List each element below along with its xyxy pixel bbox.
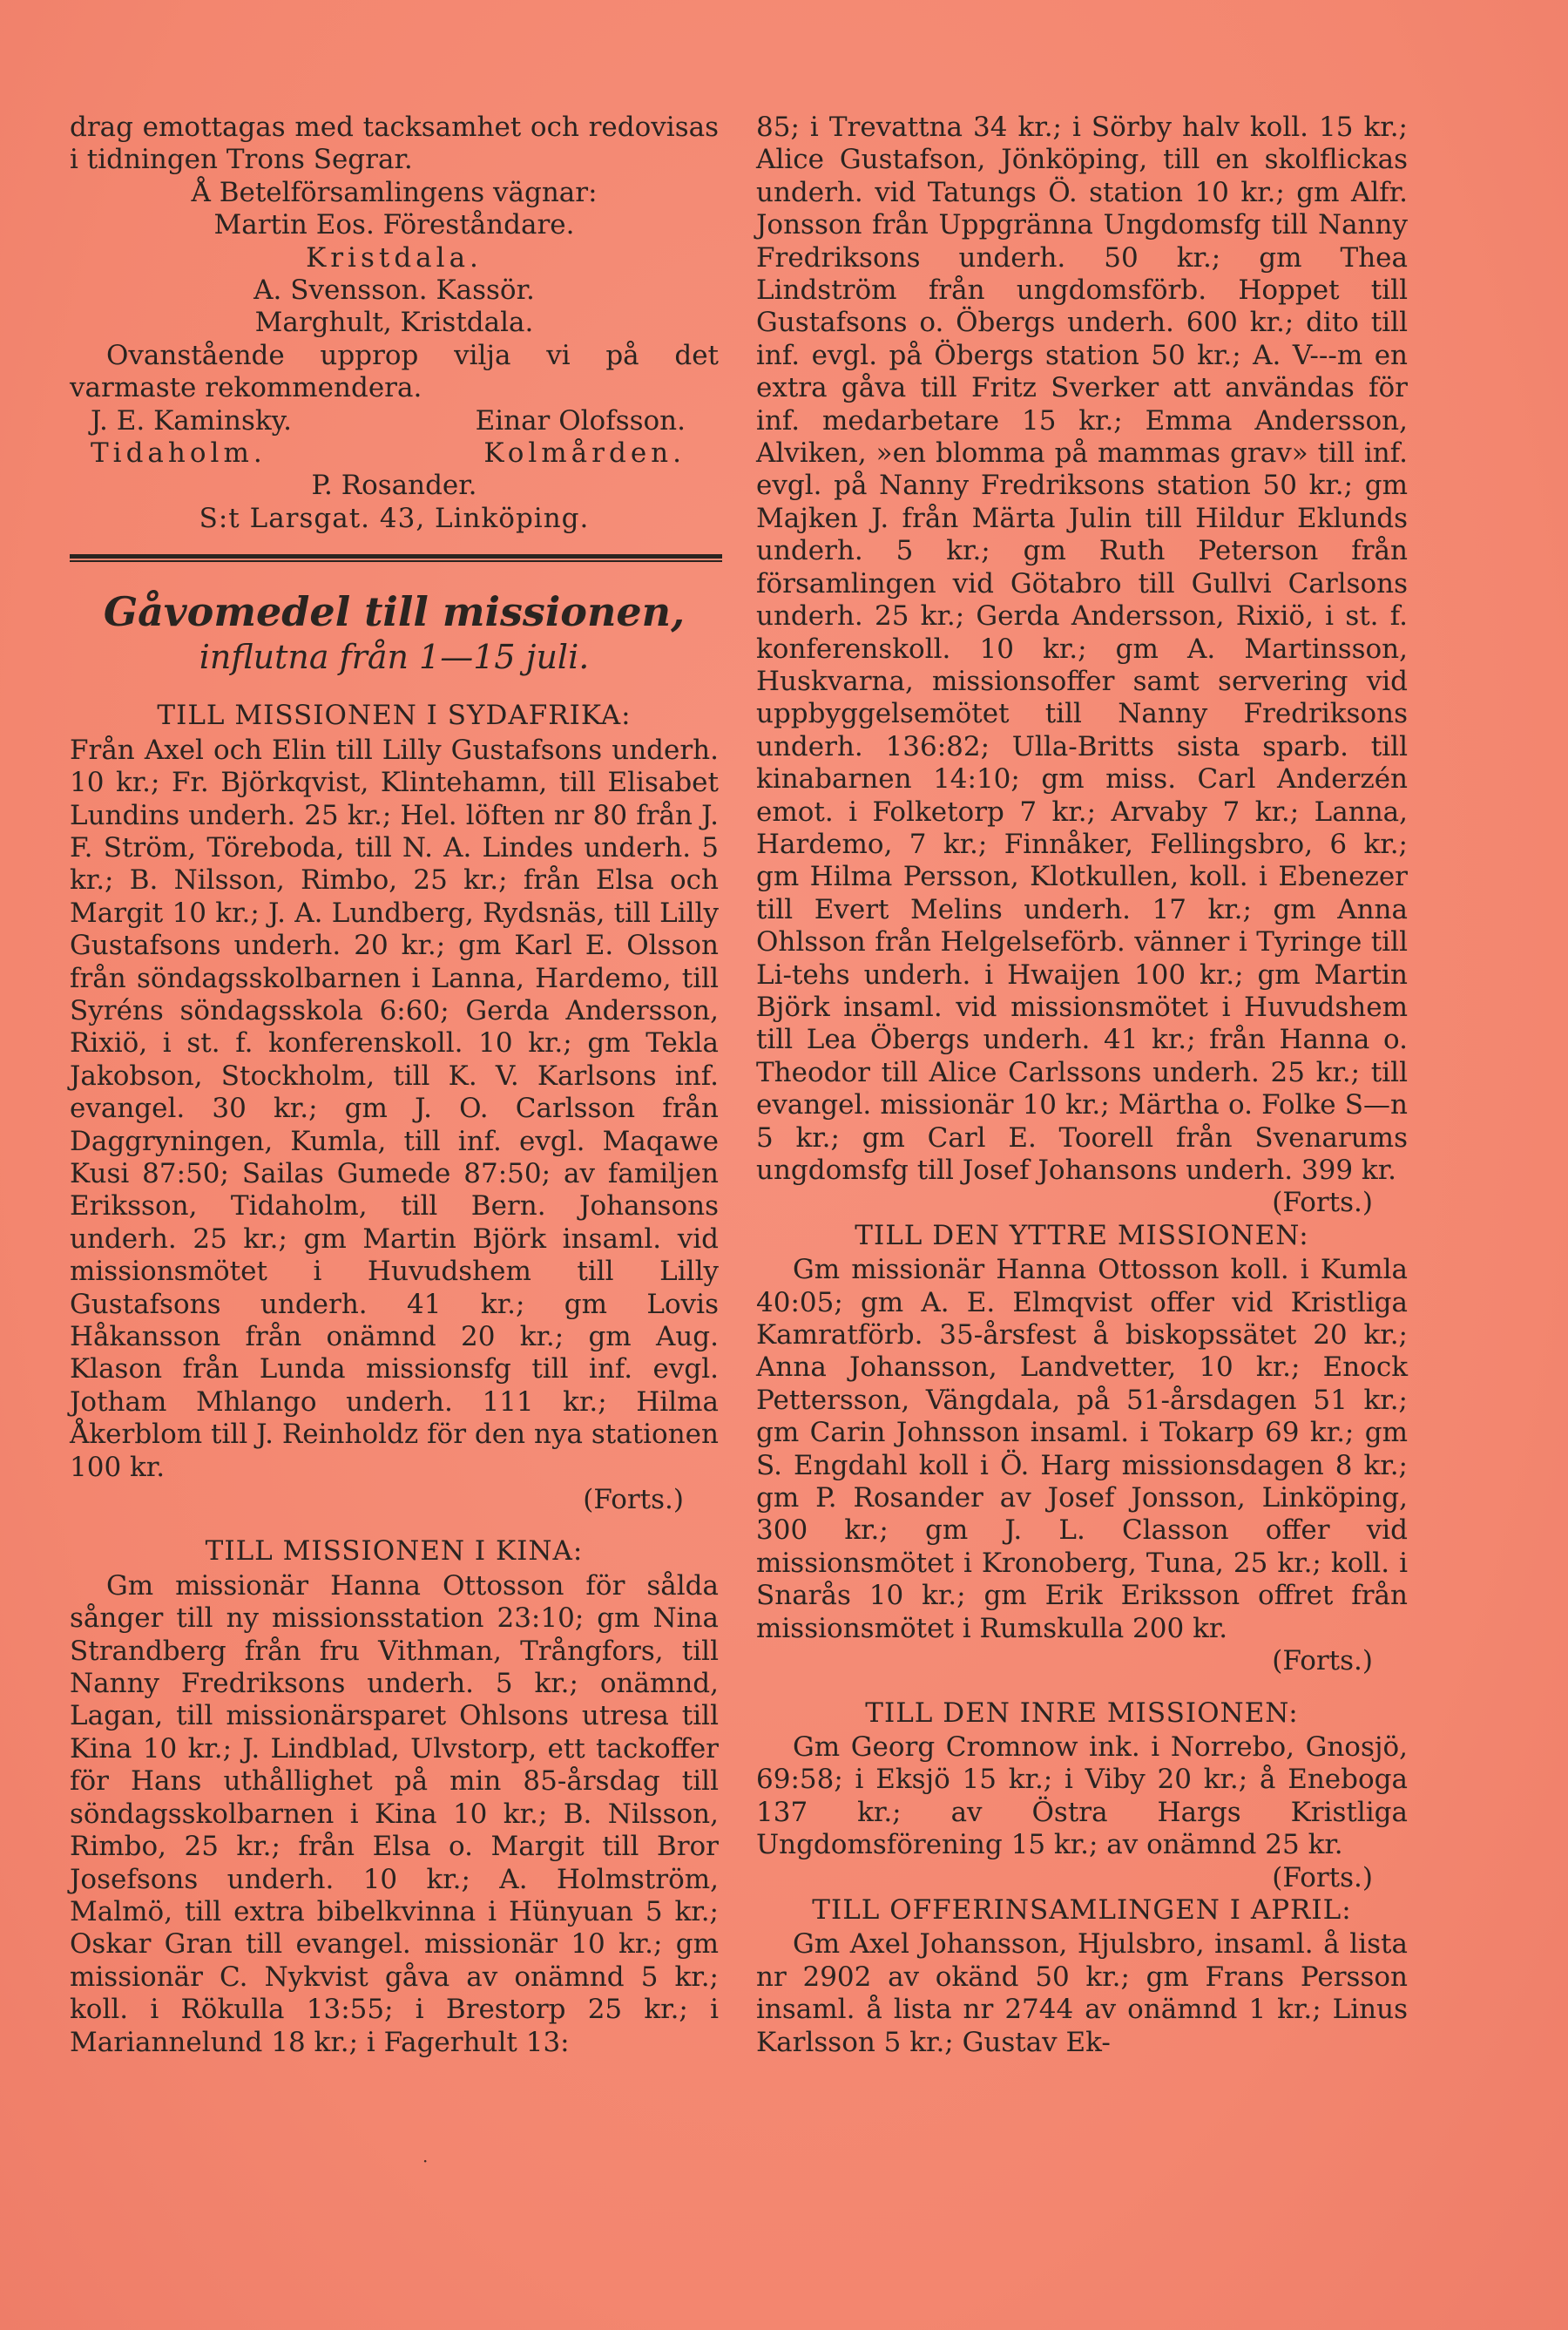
- section-divider: [70, 554, 722, 562]
- signatories-row-places: [70, 437, 719, 470]
- right-column: [756, 112, 1408, 2059]
- intro-paragraph: drag emottagas med tacksamhet och redovisas i tidningen Trons Segrar.: [70, 112, 719, 176]
- recommendation-paragraph: Ovanstående upprop vilja vi på det varmaste rekommendera.: [70, 339, 719, 404]
- signature-line-1: Å Betelförsamlingens vägnar:: [191, 176, 598, 208]
- signatory-place-tidaholm: Tidaholm.: [91, 437, 267, 470]
- section-body-offerinsamlingen: Gm Axel Johansson, Hjulsbro, insaml. å lista nr 2902 av okänd 50 kr.; gm Frans Persson insaml. å lista nr 2744 av onämnd 1 kr.; Linus Karlsson 5 kr.; Gustav Ek-: [756, 1928, 1408, 2058]
- continued-body-kina: [756, 112, 1408, 1219]
- section-text-sydafrika: Från Axel och Elin till Lilly Gustafsons underh. 10 kr.; Fr. Björkqvist, Klintehamn, till Elisabet Lundins underh. 25 kr.; Hel. löften nr 80 från J. F. Ström, Töreboda, till N. A. Lindes underh. 5 kr.; B. Nilsson, Rimbo, 25 kr.; från Elsa och Margit 10 kr.; J. A. Lundberg, Rydsnäs, till Lilly Gustafsons underh. 20 kr.; gm Karl E. Olsson från söndagsskolbarnen i Lanna, Hardemo, till Syréns söndagsskola 6:60; Gerda Andersson, Rixiö, i st. f. konferenskoll. 10 kr.; gm Tekla Jakobson, Stockholm, till K. V. Karlsons inf. evangel. 30 kr.; gm J. O. Carlsson från Daggryningen, Kumla, till inf. evgl. Maqawe Kusi 87:50; Sailas Gumede 87:50; av familjen Eriksson, Tidaholm, till Bern. Johansons underh. 25 kr.; gm Martin Björk insaml. vid missionsmötet i Huvudshem till Lilly Gustafsons underh. 41 kr.; gm Lovis Håkansson från onämnd 20 kr.; gm Aug. Klason från Lunda missionsfg till inf. evgl. Jotham Mhlango underh. 111 kr.; Hilma Åkerblom till J. Reinholdz för den nya stationen 100 kr.: [70, 734, 719, 1483]
- signature-line-2: Martin Eos. Föreståndare.: [213, 209, 575, 241]
- section-heading-inre: TILL DEN INRE MISSIONEN:: [865, 1697, 1299, 1729]
- section-body-kina: Gm missionär Hanna Ottosson för sålda sånger till ny missionsstation 23:10; gm Nina Strandberg från fru Vithman, Trångfors, till Nanny Fredriksons underh. 5 kr.; onämnd, Lagan, till missionärsparet Ohlsons utresa till Kina 10 kr.; J. Lindblad, Ulvstorp, ett tackoffer för Hans uthållighet på min 85-årsdag till söndagsskolbarnen i Kina 10 kr.; B. Nilsson, Rimbo, 25 kr.; från Elsa o. Margit till Bror Josefsons underh. 10 kr.; A. Holmström, Malmö, till extra bibelkvinna i Hünyuan 5 kr.; Oskar Gran till evangel. missionär 10 kr.; gm missionär C. Nykvist gåva av onämnd 5 kr.; koll. i Rökulla 13:55; i Brestorp 25 kr.; i Mariannelund 18 kr.; i Fagerhult 13:: [70, 1569, 719, 2058]
- signature-line-4: A. Svensson. Kassör.: [253, 274, 535, 307]
- section-body-yttre: [756, 1254, 1408, 1677]
- article-subheadline: influtna från 1—15 juli.: [199, 638, 590, 677]
- section-text-inre: Gm Georg Cromnow ink. i Norrebo, Gnosjö, 69:58; i Eksjö 15 kr.; i Viby 20 kr.; å Eneboga 137 kr.; av Östra Hargs Kristliga Ungdomsförening 15 kr.; av onämnd 25 kr.: [756, 1731, 1408, 1861]
- signatories-row-names: [70, 405, 719, 437]
- continued-note-inre: (Forts.): [1272, 1861, 1373, 1893]
- continued-note-sydafrika: (Forts.): [583, 1484, 684, 1516]
- continued-text-kina: 85; i Trevattna 34 kr.; i Sörby halv koll. 15 kr.; Alice Gustafson, Jönköping, till en skolflickas underh. vid Tatungs Ö. station 10 kr.; gm Alfr. Jonsson från Uppgränna Ungdomsfg till Nanny Fredriksons underh. 50 kr.; gm Thea Lindström från ungdomsförb. Hoppet till Gustafsons o. Öbergs underh. 600 kr.; dito till inf. evgl. på Öbergs station 50 kr.; A. V---m en extra gåva till Fritz Sverker att användas för inf. medarbetare 15 kr.; Emma Andersson, Alviken, »en blomma på mammas grav» till inf. evgl. på Nanny Fredriksons station 50 kr.; gm Majken J. från Märta Julin till Hildur Eklunds underh. 5 kr.; gm Ruth Peterson från församlingen vid Götabro till Gullvi Carlsons underh. 25 kr.; Gerda Andersson, Rixiö, i st. f. konferenskoll. 10 kr.; gm A. Martinsson, Huskvarna, missionsoffer samt servering vid uppbyggelsemötet till Nanny Fredriksons underh. 136:82; Ulla-Britts sista sparb. till kinabarnen 14:10; gm miss. Carl Anderzén emot. i Folketorp 7 kr.; Arvaby 7 kr.; Lanna, Hardemo, 7 kr.; Finnåker, Fellingsbro, 6 kr.; gm Hilma Persson, Klotkullen, koll. i Ebenezer till Evert Melins underh. 17 kr.; gm Anna Ohlsson från Helgelseförb. vänner i Tyringe till Li-tehs underh. i Hwaijen 100 kr.; gm Martin Björk insaml. vid missionsmötet i Huvudshem till Lea Öbergs underh. 41 kr.; från Hanna o. Theodor till Alice Carlssons underh. 25 kr.; till evangel. missionär 10 kr.; Märtha o. Folke S—n 5 kr.; gm Carl E. Toorell från Svenarums ungdomsfg till Josef Johansons underh. 399 kr.: [756, 112, 1408, 1186]
- signatory-place-kolmarden: Kolmården.: [483, 437, 686, 470]
- continued-note-kina: (Forts.): [1272, 1187, 1373, 1219]
- section-heading-offerinsamlingen: TILL OFFERINSAMLINGEN I APRIL:: [812, 1893, 1352, 1926]
- print-speck: ·: [422, 2151, 429, 2171]
- signatory-name-rosander: P. Rosander.: [311, 470, 477, 502]
- signatory-name-olofsson: Einar Olofsson.: [475, 404, 686, 437]
- section-heading-yttre: TILL DEN YTTRE MISSIONEN:: [855, 1219, 1309, 1251]
- section-body-inre: [756, 1731, 1408, 1893]
- continued-note-yttre: (Forts.): [1272, 1645, 1373, 1677]
- signatory-address: S:t Larsgat. 43, Linköping.: [199, 502, 590, 534]
- signature-line-5: Marghult, Kristdala.: [254, 307, 534, 339]
- section-body-sydafrika: [70, 735, 719, 1517]
- left-column: [70, 112, 719, 2059]
- signatory-name-kaminsky: J. E. Kaminsky.: [91, 404, 292, 437]
- signature-line-3: Kristdala.: [306, 241, 483, 274]
- section-text-yttre: Gm missionär Hanna Ottosson koll. i Kumla 40:05; gm A. E. Elmqvist offer vid Kristliga Kamratförb. 35-årsfest å biskopssätet 20 kr.; Anna Johansson, Landvetter, 10 kr.; Enock Pettersson, Vängdala, på 51-årsdagen 51 kr.; gm Carin Johnsson insaml. i Tokarp 69 kr.; gm S. Engdahl koll i Ö. Harg missionsdagen 8 kr.; gm P. Rosander av Josef Jonsson, Linköping, 300 kr.; gm J. L. Classon offer vid missionsmötet i Kronoberg, Tuna, 25 kr.; koll. i Snarås 10 kr.; gm Erik Eriksson offret från missionsmötet i Rumskulla 200 kr.: [756, 1254, 1408, 1644]
- section-heading-sydafrika: TILL MISSIONEN I SYDAFRIKA:: [157, 700, 632, 732]
- section-heading-kina: TILL MISSIONEN I KINA:: [205, 1535, 584, 1568]
- article-headline: Gåvomedel till missionen,: [103, 588, 686, 636]
